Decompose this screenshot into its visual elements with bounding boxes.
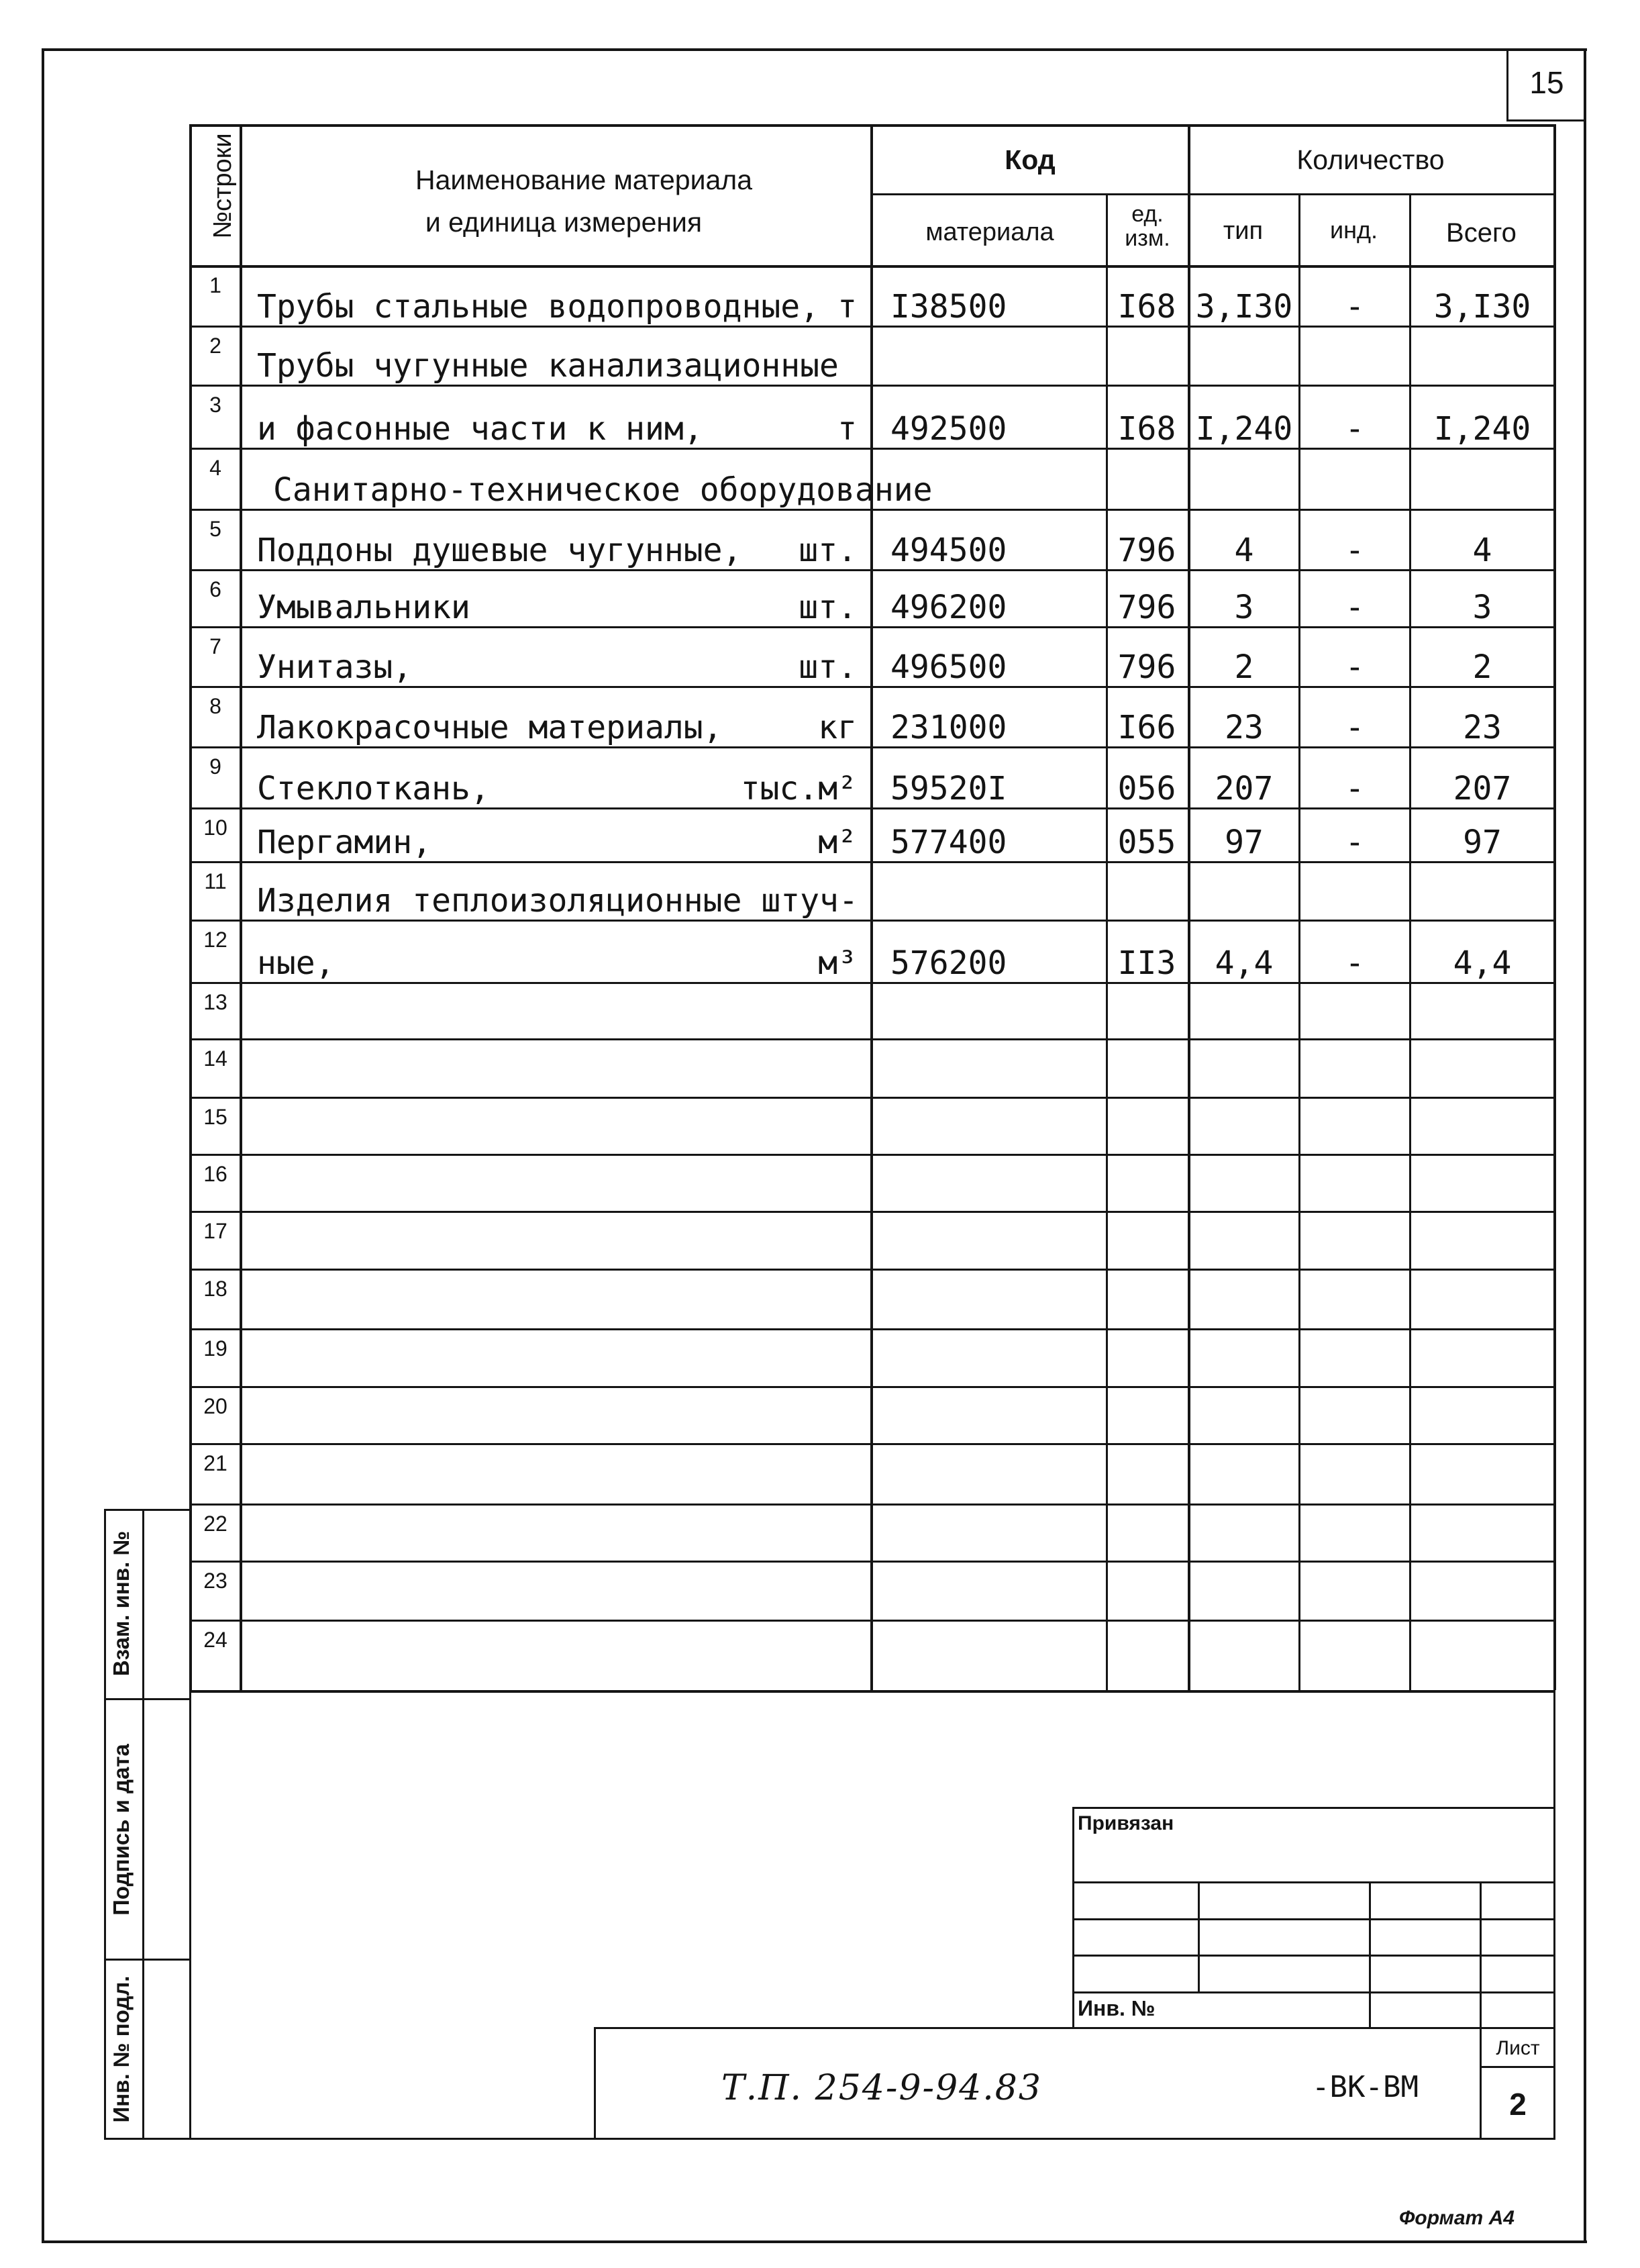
- row-number: 10: [203, 816, 227, 840]
- row-line: [189, 807, 1555, 809]
- qty-total: 4,4: [1453, 944, 1512, 982]
- unit-code: 055: [1117, 824, 1176, 861]
- qty-type: 2: [1234, 648, 1254, 686]
- col-line-type: [1188, 124, 1190, 1690]
- qty-type: I,240: [1195, 410, 1293, 448]
- row-line: [189, 385, 1555, 387]
- qty-type: 3,I30: [1195, 288, 1293, 326]
- row-line: [189, 982, 1555, 984]
- material-code: I38500: [890, 288, 1007, 326]
- outer-frame-left: [42, 48, 44, 2243]
- page-number: 15: [1529, 65, 1564, 100]
- privyazan-col1: [1198, 1881, 1200, 1992]
- row-number: 2: [209, 334, 221, 358]
- outer-frame-bottom: [42, 2240, 1587, 2243]
- material-name: Изделия теплоизоляционные штуч-: [257, 882, 858, 920]
- qty-type: 3: [1234, 589, 1254, 626]
- unit-code: I66: [1117, 709, 1176, 746]
- material-name: Стеклоткань,: [257, 770, 490, 807]
- qty-total: 2: [1472, 648, 1492, 686]
- row-line: [189, 448, 1555, 450]
- row-number: 20: [203, 1394, 227, 1418]
- unit-code: 056: [1117, 770, 1176, 807]
- material-name: и фасонные части к ним,: [257, 410, 703, 448]
- qty-ind: -: [1345, 770, 1365, 807]
- qty-group-header: Количество: [1296, 144, 1445, 175]
- unit-code: I68: [1117, 410, 1176, 448]
- row-line: [189, 1443, 1555, 1445]
- name-col-header-line2: и единица измерения: [425, 207, 703, 238]
- row-number: 3: [209, 393, 221, 417]
- privyazan-row3: [1072, 1955, 1555, 1957]
- row-number: 6: [209, 577, 221, 601]
- sheet-number: 2: [1509, 2087, 1527, 2122]
- header-mid-line: [870, 193, 1555, 195]
- row-number: 24: [203, 1628, 227, 1652]
- material-unit: т: [837, 288, 857, 326]
- privyazan-row2: [1072, 1918, 1555, 1920]
- unit-code: 796: [1117, 589, 1176, 626]
- material-unit: т: [837, 410, 857, 448]
- row-line: [189, 626, 1555, 628]
- qty-type: 4: [1234, 532, 1254, 569]
- row-number: 16: [203, 1162, 227, 1186]
- material-name: Умывальники: [257, 589, 470, 626]
- row-line: [189, 686, 1555, 688]
- page-number-box-left: [1506, 48, 1508, 121]
- material-name: Трубы стальные водопроводные,: [257, 288, 820, 326]
- col-line-code: [870, 124, 873, 1690]
- qty-total: 23: [1463, 709, 1502, 746]
- material-unit: м³: [818, 944, 857, 982]
- table-right-border: [1553, 124, 1556, 1690]
- lower-bottom-line: [104, 2138, 1555, 2140]
- qty-total: I,240: [1433, 410, 1531, 448]
- material-code: 577400: [890, 824, 1007, 861]
- outer-frame-top: [42, 48, 1587, 51]
- row-line: [189, 1503, 1555, 1506]
- row-number: 12: [203, 928, 227, 952]
- row-number: 18: [203, 1277, 227, 1301]
- row-line: [189, 1386, 1555, 1388]
- row-number: 4: [209, 456, 221, 480]
- qty-type-header: тип: [1223, 217, 1264, 245]
- qty-type: 97: [1225, 824, 1264, 861]
- row-number: 13: [203, 990, 227, 1014]
- row-number: 22: [203, 1512, 227, 1536]
- side-stamp-vzam-inv: Взам. инв. №: [109, 1530, 134, 1677]
- qty-type: 4,4: [1215, 944, 1274, 982]
- col-line-name: [240, 124, 242, 1690]
- lower-left-line: [189, 1690, 191, 2140]
- side-stamp-top: [104, 1509, 191, 1511]
- material-name: Санитарно-техническое оборудование: [273, 471, 933, 509]
- row-number: 5: [209, 517, 221, 541]
- row-number: 23: [203, 1569, 227, 1593]
- name-col-header-line1: Наименование материала: [415, 164, 753, 195]
- material-unit: шт.: [799, 532, 857, 569]
- qty-total: 97: [1463, 824, 1502, 861]
- row-number-col-header: №строки: [209, 133, 237, 239]
- qty-ind-header: инд.: [1330, 216, 1378, 244]
- material-code: 492500: [890, 410, 1007, 448]
- qty-ind: -: [1345, 709, 1365, 746]
- material-name: Поддоны душевые чугунные,: [257, 532, 742, 569]
- row-number: 8: [209, 694, 221, 718]
- format-label: Формат А4: [1399, 2207, 1515, 2229]
- row-line: [189, 1328, 1555, 1330]
- row-line: [189, 569, 1555, 571]
- table-bottom-border: [189, 1690, 1555, 1693]
- qty-ind: -: [1345, 589, 1365, 626]
- sheet-label-divider: [1480, 2066, 1555, 2068]
- material-code: 494500: [890, 532, 1007, 569]
- doc-code-box-left: [594, 2027, 596, 2140]
- qty-total: 207: [1453, 770, 1512, 807]
- col-line-ind: [1298, 193, 1300, 1690]
- material-code: 59520I: [890, 770, 1007, 807]
- qty-ind: -: [1345, 648, 1365, 686]
- material-unit: м²: [818, 824, 857, 861]
- row-number: 1: [209, 273, 221, 297]
- row-line: [189, 746, 1555, 748]
- row-number: 11: [204, 869, 227, 893]
- material-code: 576200: [890, 944, 1007, 982]
- row-line: [189, 509, 1555, 511]
- row-number: 17: [203, 1219, 227, 1243]
- row-line: [189, 326, 1555, 328]
- row-number: 14: [203, 1046, 227, 1071]
- side-stamp-podpis-data: Подпись и дата: [109, 1744, 134, 1916]
- qty-ind: -: [1345, 532, 1365, 569]
- qty-ind: -: [1345, 288, 1365, 326]
- sheet-label: Лист: [1496, 2037, 1540, 2059]
- code-group-header: Код: [1005, 144, 1056, 175]
- unit-code: 796: [1117, 532, 1176, 569]
- row-line: [189, 861, 1555, 863]
- qty-total: 4: [1472, 532, 1492, 569]
- qty-ind: -: [1345, 410, 1365, 448]
- code-unit-header: ед. изм.: [1125, 201, 1170, 251]
- doc-code-box-top: [594, 2027, 1555, 2029]
- material-name: Трубы чугунные канализационные: [257, 347, 839, 385]
- row-line: [189, 1038, 1555, 1040]
- qty-ind: -: [1345, 944, 1365, 982]
- material-unit: тыс.м²: [740, 770, 857, 807]
- privyazan-label: Привязан: [1078, 1812, 1174, 1834]
- material-name: ные,: [257, 944, 335, 982]
- material-unit: шт.: [799, 589, 857, 626]
- row-line: [189, 1211, 1555, 1213]
- side-stamp-inv-podl: Инв. № подл.: [109, 1975, 134, 2123]
- qty-total: 3: [1472, 589, 1492, 626]
- unit-code: II3: [1117, 944, 1176, 982]
- row-line: [189, 1620, 1555, 1622]
- qty-total-header: Всего: [1446, 218, 1517, 248]
- qty-total: 3,I30: [1433, 288, 1531, 326]
- qty-ind: -: [1345, 824, 1365, 861]
- unit-code: 796: [1117, 648, 1176, 686]
- page-number-box-bottom: [1506, 119, 1586, 121]
- material-code: 496200: [890, 589, 1007, 626]
- doc-code: Т.П. 254-9-94.83: [721, 2068, 1042, 2108]
- row-number: 19: [203, 1336, 227, 1361]
- doc-suffix: -ВК-ВМ: [1312, 2070, 1419, 2104]
- code-material-header: материала: [925, 218, 1054, 246]
- material-name: Пергамин,: [257, 824, 432, 861]
- inv-no-label: Инв. №: [1078, 1996, 1156, 2020]
- col-line-total: [1409, 193, 1411, 1690]
- row-line: [189, 1097, 1555, 1099]
- row-line: [189, 1561, 1555, 1563]
- material-code: 231000: [890, 709, 1007, 746]
- privyazan-box-top: [1072, 1807, 1555, 1809]
- material-name: Унитазы,: [257, 648, 413, 686]
- privyazan-row4: [1072, 1991, 1555, 1993]
- qty-type: 23: [1225, 709, 1264, 746]
- material-unit: шт.: [799, 648, 857, 686]
- side-stamp-inner: [142, 1509, 144, 2140]
- privyazan-col2: [1369, 1881, 1371, 2029]
- row-number: 9: [209, 754, 221, 779]
- outer-frame-right: [1584, 48, 1586, 2243]
- row-number: 21: [203, 1451, 227, 1475]
- row-number: 15: [203, 1105, 227, 1129]
- material-unit: кг: [818, 709, 857, 746]
- row-line: [189, 920, 1555, 922]
- material-name: Лакокрасочные материалы,: [257, 709, 723, 746]
- side-stamp-left: [104, 1509, 106, 2140]
- qty-type: 207: [1215, 770, 1274, 807]
- lower-right-line: [1553, 1690, 1555, 2140]
- row-line: [189, 1154, 1555, 1156]
- privyazan-row1: [1072, 1881, 1555, 1883]
- material-code: 496500: [890, 648, 1007, 686]
- privyazan-box-left: [1072, 1807, 1074, 2028]
- unit-code: I68: [1117, 288, 1176, 326]
- row-line: [189, 1269, 1555, 1271]
- row-number: 7: [209, 634, 221, 658]
